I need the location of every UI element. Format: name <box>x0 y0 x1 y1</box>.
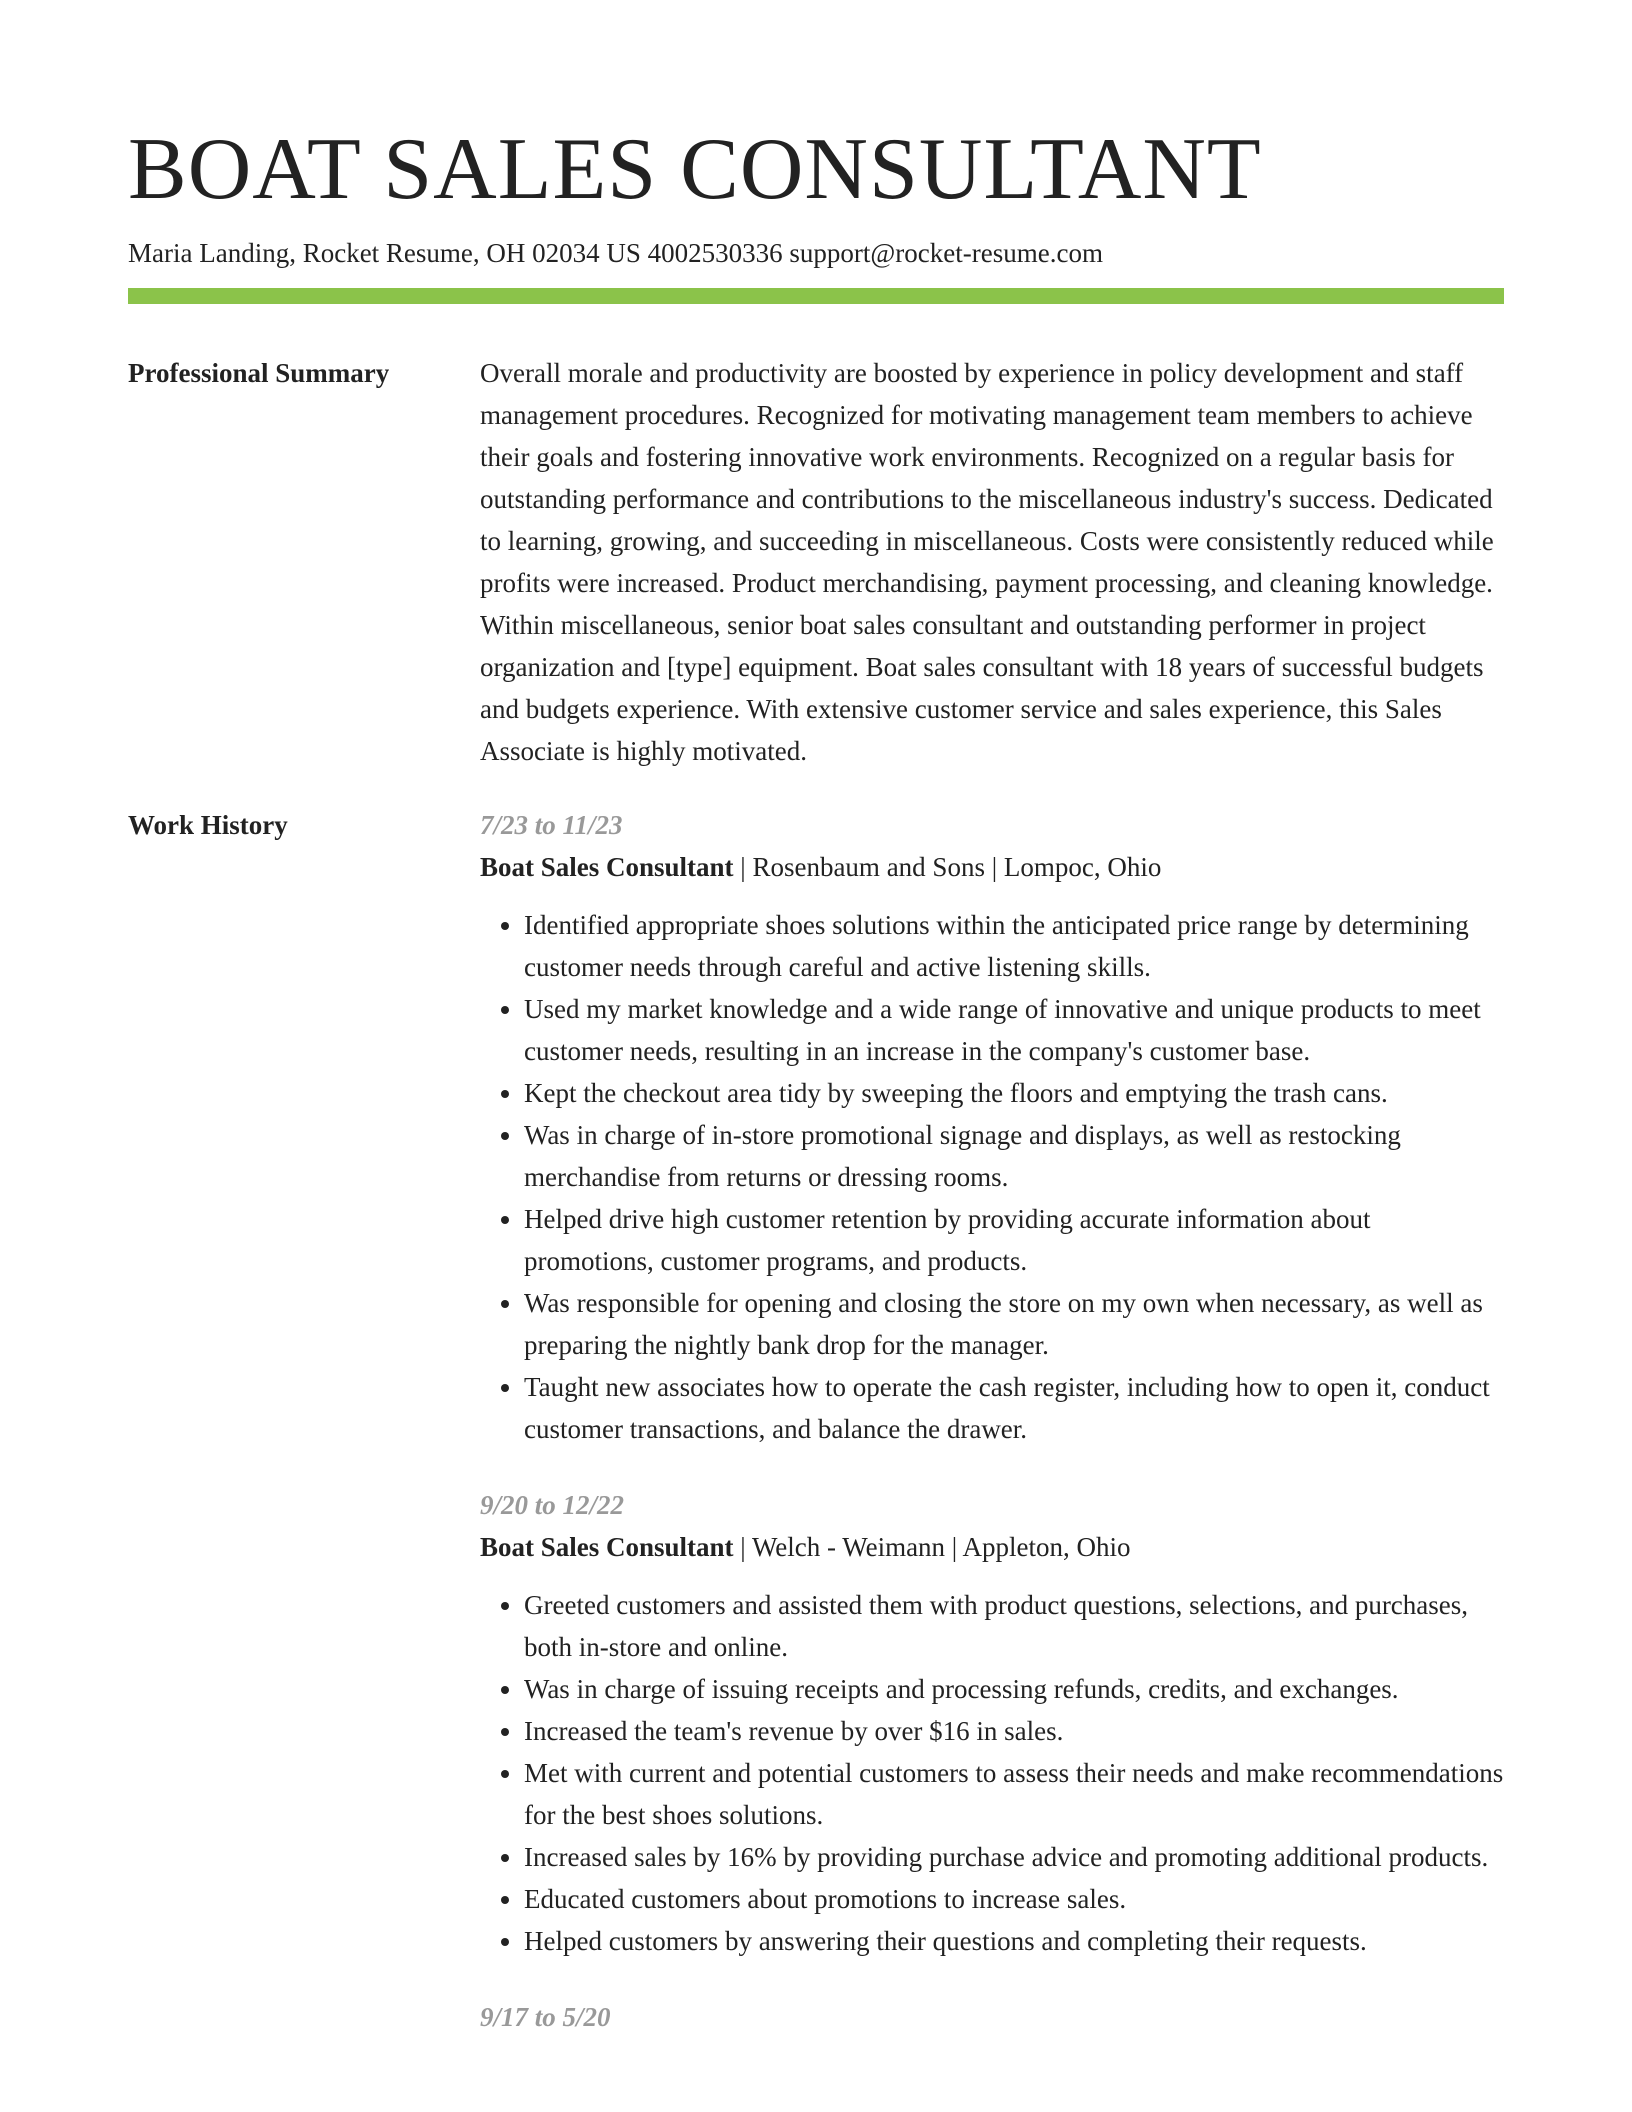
work-history-section <box>128 804 1504 2072</box>
summary-text: Overall morale and productivity are boosted by experience in policy development and staff management procedures. Recognized for motivating management team members to achieve their goals and fostering innovative work environments. Recognized on a regular basis for outstanding performance and contributions to the miscellaneous industry's success. Dedicated to learning, growing, and succeeding in miscellaneous. Costs were consistently reduced while profits were increased. Product merchandising, payment processing, and cleaning knowledge. Within miscellaneous, senior boat sales consultant and outstanding performer in project organization and [type] equipment. Boat sales consultant with 18 years of successful budgets and budgets experience. With extensive customer service and sales experience, this Sales Associate is highly motivated. <box>480 358 1494 766</box>
job-entry <box>480 1484 1504 1962</box>
summary-section <box>128 352 1504 772</box>
job-entry <box>480 1996 1504 2038</box>
duty-list <box>480 904 1504 1450</box>
job-company-location: | Rosenbaum and Sons | Lompoc, Ohio <box>733 852 1162 882</box>
duty-list <box>480 1584 1504 1962</box>
duty-item: • Greeted customers and assisted them with product questions, selections, and purchases, both in-store and online. <box>524 1584 1504 1668</box>
duty-item: • Was in charge of issuing receipts and processing refunds, credits, and exchanges. <box>524 1668 1504 1710</box>
job-title-line <box>480 1526 1504 1568</box>
duty-item: • Met with current and potential customers to assess their needs and make recommendations for the best shoes solutions. <box>524 1752 1504 1836</box>
duty-item: • Used my market knowledge and a wide range of innovative and unique products to meet customer needs, resulting in an increase in the company's customer base. <box>524 988 1504 1072</box>
job-role: Boat Sales Consultant <box>480 1532 734 1562</box>
duty-item: • Kept the checkout area tidy by sweeping the floors and emptying the trash cans. <box>524 1072 1504 1114</box>
job-dates: 9/17 to 5/20 <box>480 2002 611 2032</box>
summary-heading: Professional Summary <box>128 358 390 388</box>
duty-item: • Helped customers by answering their questions and completing their requests. <box>524 1920 1504 1962</box>
duty-item: • Increased the team's revenue by over $16 in sales. <box>524 1710 1504 1752</box>
duty-item: • Was in charge of in-store promotional signage and displays, as well as restocking merchandise from returns or dressing rooms. <box>524 1114 1504 1198</box>
job-dates: 9/20 to 12/22 <box>480 1490 625 1520</box>
duty-item: • Increased sales by 16% by providing purchase advice and promoting additional products. <box>524 1836 1504 1878</box>
job-entry <box>480 804 1504 1450</box>
resume-name: BOAT SALES CONSULTANT <box>128 121 1262 218</box>
job-company-location: | Welch - Weimann | Appleton, Ohio <box>733 1532 1131 1562</box>
job-list <box>480 804 1504 2072</box>
work-history-heading: Work History <box>128 810 288 840</box>
job-title-line <box>480 846 1504 888</box>
duty-item: • Educated customers about promotions to increase sales. <box>524 1878 1504 1920</box>
duty-item: • Helped drive high customer retention by providing accurate information about promotions, customer programs, and products. <box>524 1198 1504 1282</box>
resume-page <box>128 120 1504 2072</box>
duty-item: • Taught new associates how to operate the cash register, including how to open it, conduct customer transactions, and balance the drawer. <box>524 1366 1504 1450</box>
accent-divider <box>128 288 1504 304</box>
job-dates: 7/23 to 11/23 <box>480 810 623 840</box>
job-role: Boat Sales Consultant <box>480 852 734 882</box>
contact-line: Maria Landing, Rocket Resume, OH 02034 US 4002530336 support@rocket-resume.com <box>128 238 1103 268</box>
duty-item: • Identified appropriate shoes solutions within the anticipated price range by determining customer needs through careful and active listening skills. <box>524 904 1504 988</box>
duty-item: • Was responsible for opening and closing the store on my own when necessary, as well as preparing the nightly bank drop for the manager. <box>524 1282 1504 1366</box>
